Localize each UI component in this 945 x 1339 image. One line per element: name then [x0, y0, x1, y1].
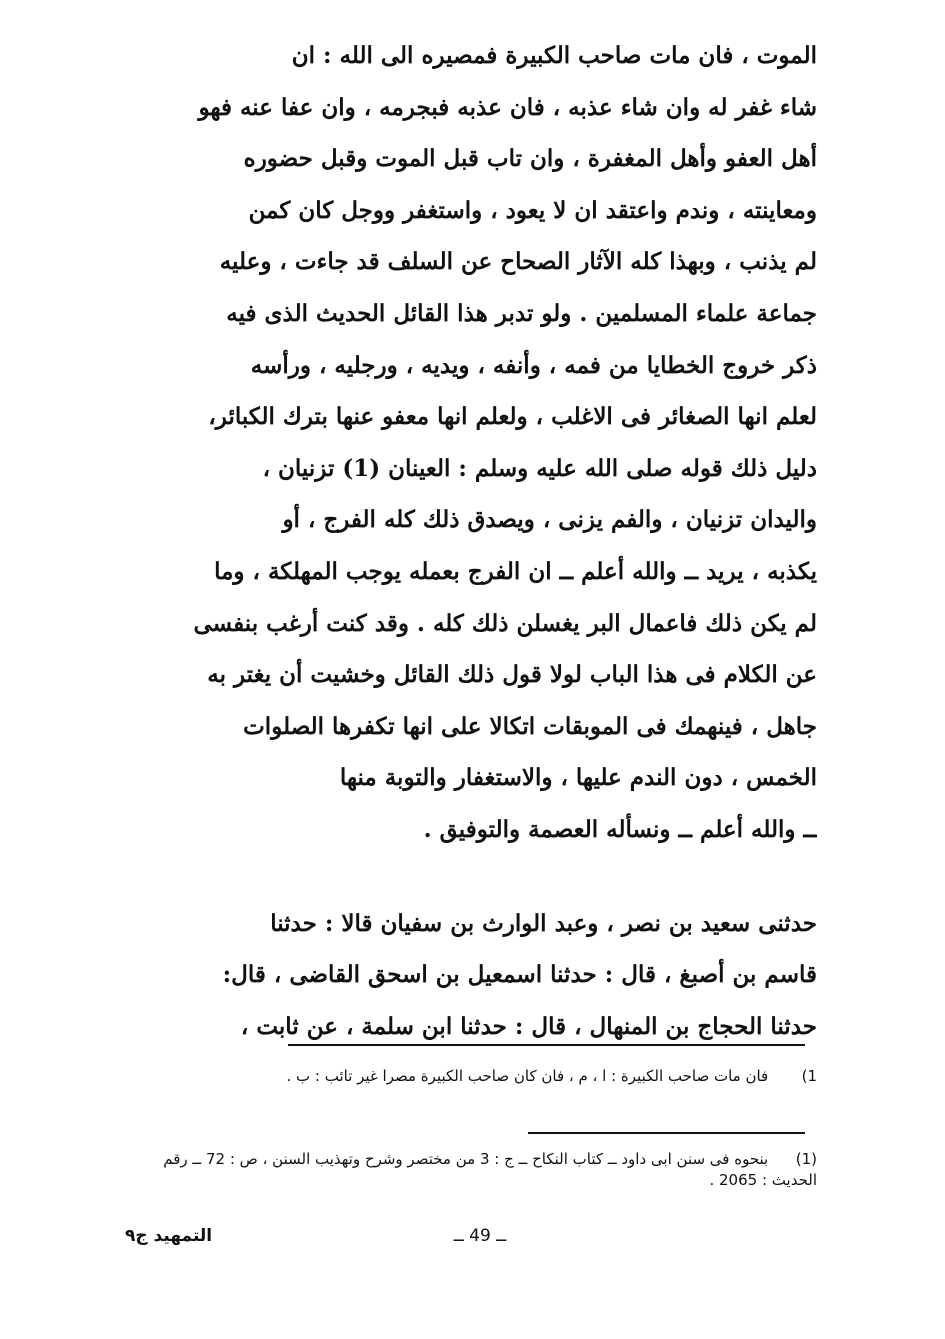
- text-line: ذكر خروج الخطايا من فمه ، وأنفه ، ويديه ، ورجليه ، ورأسه: [250, 351, 817, 379]
- text-line: الخمس ، دون الندم عليها ، والاستغفار والتوبة منها: [339, 764, 817, 792]
- footnote-text: فان مات صاحب الكبيرة : ا ، م ، فان كان صاحب الكبيرة مصرا غير تائب : ب .: [286, 1067, 769, 1085]
- text-line: جاهل ، فينهمك فى الموبقات اتكالا على انها تكفرها الصلوات: [243, 712, 817, 740]
- text-line: أهل العفو وأهل المغفرة ، وان تاب قبل الموت وقبل حضوره: [243, 145, 817, 173]
- footnote-divider: [528, 1132, 805, 1134]
- text-line: يكذبه ، يريد ــ والله أعلم ــ ان الفرج بعمله يوجب المهلكة ، وما: [214, 557, 817, 585]
- footnote-text: بنحوه فى سنن ابى داود ــ كتاب النكاح ــ ج : 3 من مختصر وشرح وتهذيب السنن ، ص : 72 ــ رقم الحديث : 2065 .: [163, 1150, 817, 1189]
- footnote-number: 1): [801, 1067, 817, 1085]
- text-line: حدثنا الحجاج بن المنهال ، قال : حدثنا ابن سلمة ، عن ثابت ،: [240, 1012, 817, 1040]
- text-line: حدثنى سعيد بن نصر ، وعبد الوارث بن سفيان قالا : حدثنا: [270, 909, 817, 937]
- book-title: التمهيد ج٩: [125, 1226, 213, 1246]
- text-line: لم يكن ذلك فاعمال البر يغسلن ذلك كله . وقد كنت أرغب بنفسى: [193, 609, 817, 637]
- footnote-variant: [127, 1066, 817, 1087]
- footnote-source: [127, 1149, 817, 1191]
- text-line: ومعاينته ، وندم واعتقد ان لا يعود ، واستغفر ووجل كان كمن: [248, 196, 817, 224]
- text-line: لم يذنب ، وبهذا كله الآثار الصحاح عن السلف قد جاءت ، وعليه: [219, 248, 817, 276]
- page-number: ــ 49 ــ: [453, 1226, 507, 1246]
- text-line: عن الكلام فى هذا الباب لولا قول ذلك القائل وخشيت أن يغتر به: [207, 661, 817, 689]
- text-line: جماعة علماء المسلمين . ولو تدبر هذا القائل الحديث الذى فيه: [226, 299, 817, 327]
- footnote-number: (1): [795, 1150, 817, 1168]
- paragraph-gap: [127, 856, 817, 898]
- text-line: دليل ذلك قوله صلى الله عليه وسلم : العينان (1) تزنيان ،: [262, 454, 817, 482]
- text-line: ــ والله أعلم ــ ونسأله العصمة والتوفيق .: [423, 815, 817, 843]
- main-text: [127, 30, 817, 1052]
- text-line: الموت ، فان مات صاحب الكبيرة فمصيره الى الله : ان: [291, 42, 817, 69]
- page-footer: [0, 1226, 945, 1256]
- text-line: شاء غفر له وان شاء عذبه ، فان عذبه فبجرمه ، وان عفا عنه فهو: [198, 93, 817, 121]
- text-line: قاسم بن أصبغ ، قال : حدثنا اسمعيل بن اسحق القاضى ، قال:: [222, 961, 817, 989]
- text-line: واليدان تزنيان ، والفم يزنى ، ويصدق ذلك كله الفرج ، أو: [282, 506, 817, 534]
- text-line: لعلم انها الصغائر فى الاغلب ، ولعلم انها معفو عنها بترك الكبائر،: [208, 403, 817, 431]
- footnote-divider: [288, 1044, 805, 1046]
